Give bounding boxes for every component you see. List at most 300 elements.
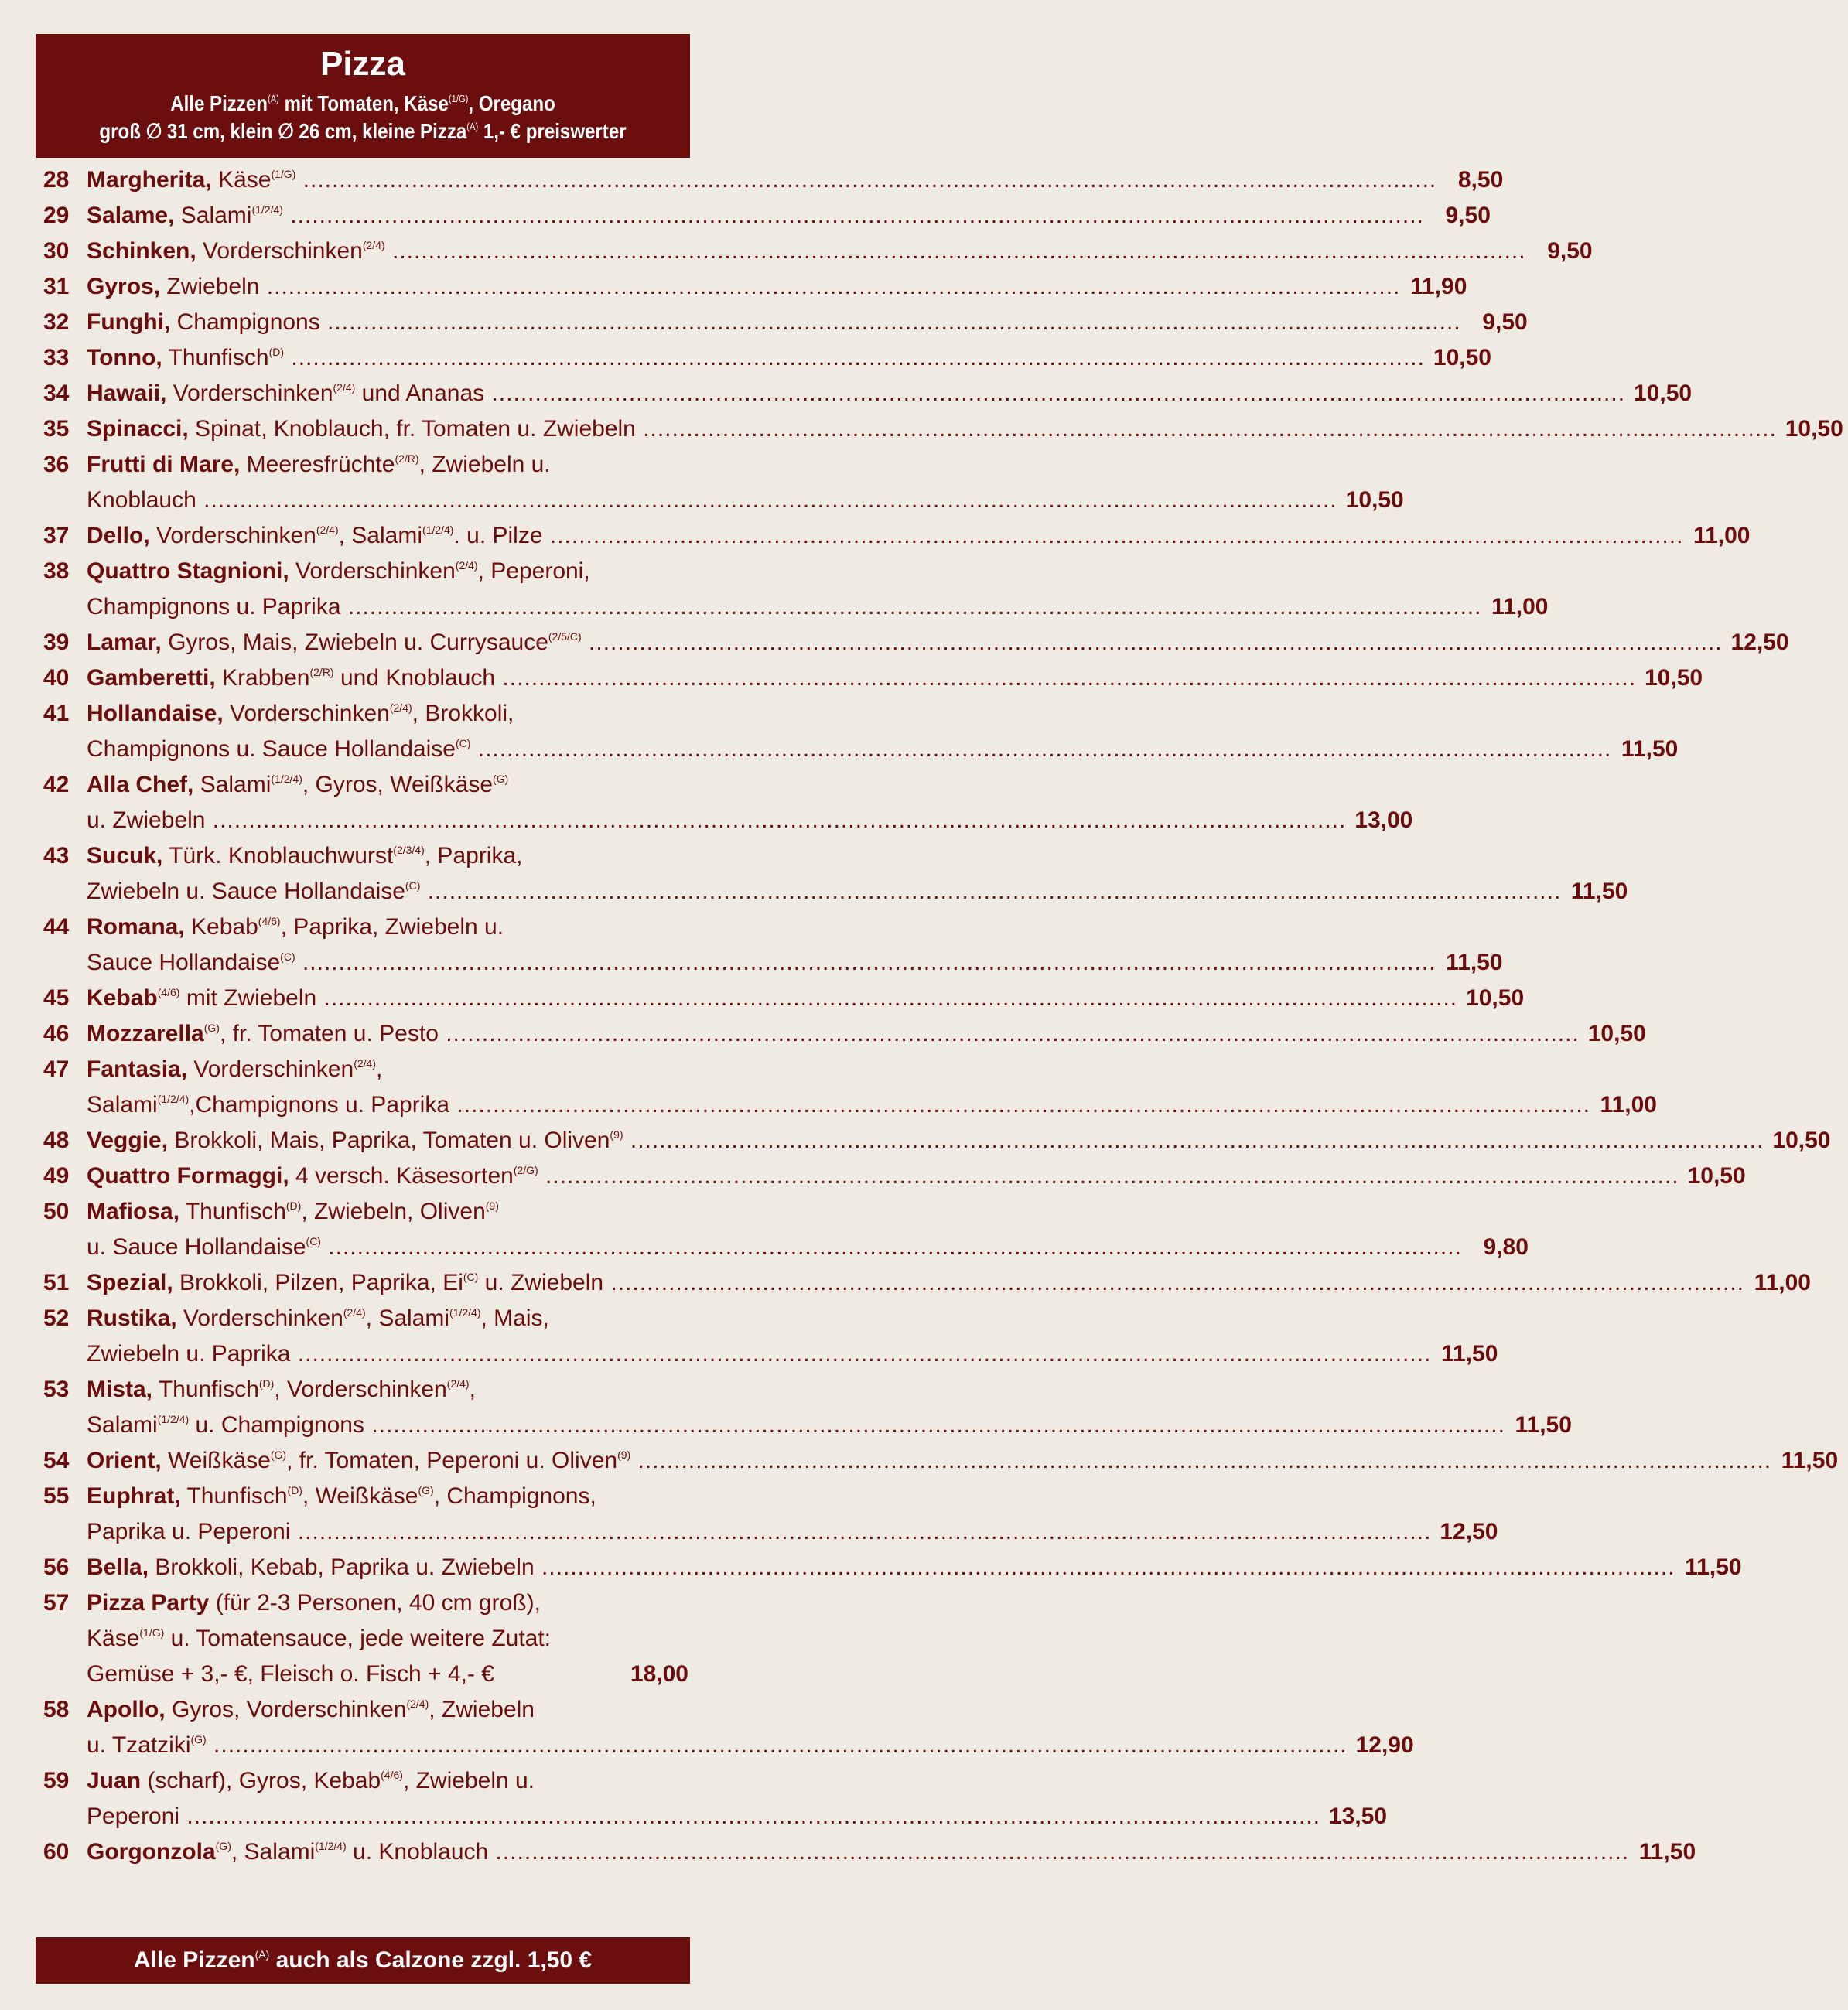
menu-item [43,269,1467,305]
allergen-code: (1/2/4) [271,773,302,785]
description-line [87,305,1461,340]
description-line [87,660,1636,696]
item-description [87,447,1337,518]
description-line [87,803,1346,838]
description-line [87,838,1561,874]
ingredients-text: Champignons [170,309,320,335]
allergen-code: (D) [268,346,285,358]
ingredients-text: Türk. Knoblauchwurst [162,843,394,868]
item-price: 11,50 [1781,1448,1839,1473]
item-description [87,1479,1431,1550]
ingredients-text: , Zwiebeln u. [418,452,551,477]
description-line [87,411,1777,447]
item-number: 32 [43,309,70,335]
description-line [87,1585,622,1621]
pizza-name: Pizza Party [87,1590,210,1616]
allergen-code: (2/4) [362,239,385,251]
allergen-code: (C) [405,879,421,892]
menu-item [43,198,1491,234]
menu-item [43,1585,693,1692]
description-line [87,1728,1348,1763]
allergen-code: (1/2/4) [157,1413,190,1425]
ingredients-text: , Gyros, Weißkäse [302,772,494,797]
pizza-name: Bella, [87,1554,149,1580]
description-line [87,447,1337,483]
ingredients-text: Vorderschinken [223,701,390,726]
item-description [87,1194,1462,1265]
description-line [87,625,1723,660]
item-description [87,1550,1675,1585]
ingredients-text: , Mais, [480,1305,549,1331]
menu-item [43,1016,1646,1052]
allergen-code: (2/5/C) [548,630,582,643]
ingredients-text: , [376,1056,383,1082]
description-line [87,767,1346,803]
item-number: 35 [43,416,70,442]
allergen-code: (1/G) [271,168,296,180]
pizza-name: Euphrat, [87,1483,181,1509]
item-number: 31 [43,274,70,299]
ingredients-text: , Zwiebeln, Oliven [301,1199,486,1224]
ingredients-text: , Salami [365,1305,450,1331]
item-description [87,1372,1505,1443]
allergen-code: (2/4) [389,701,412,714]
item-description [87,1585,622,1692]
item-number: 33 [43,345,70,370]
item-price: 11,00 [1693,523,1751,548]
header-subtitle-sizes: groß ∅ 31 cm, klein ∅ 26 cm, kleine Pizza$^{(A)}$ 1,- € preiswerter [99,119,627,143]
pizza-name: Spezial, [87,1270,173,1295]
ingredients-text: Salami [87,1092,158,1118]
item-description [87,305,1461,340]
item-number: 28 [43,167,70,193]
item-price: 11,00 [1600,1092,1657,1118]
item-price: 9,50 [1482,309,1528,335]
item-price: 11,90 [1409,274,1467,299]
ingredients-text: und Knoblauch [333,665,496,691]
item-description [87,1123,1764,1159]
ingredients-text: Thunfisch [180,1483,288,1509]
item-price: 11,50 [1638,1839,1696,1865]
ingredients-text: , fr. Tomaten u. Pesto [219,1021,439,1046]
menu-item [43,1372,1572,1443]
allergen-code: (D) [287,1484,302,1496]
ingredients-text: u. Tomatensauce, jede weitere Zutat: [164,1626,552,1651]
ingredients-text: Käse [211,167,272,193]
description-line [87,732,1611,767]
menu-item [43,981,1525,1016]
item-number: 55 [43,1483,70,1509]
ingredients-text: Thunfisch [152,1377,259,1402]
item-price: 12,90 [1355,1732,1414,1758]
allergen-code: (4/6) [258,915,281,927]
item-number: 56 [43,1554,70,1580]
description-line [87,518,1683,554]
allergen-code: (C) [280,950,295,963]
item-number: 51 [43,1270,70,1295]
allergen-code: (1/2/4) [422,524,454,536]
menu-title: Pizza [319,45,406,83]
ingredients-text: u. Zwiebeln [87,807,206,833]
description-line [87,1159,1679,1194]
allergen-code: (1/2/4) [251,203,283,216]
item-number: 48 [43,1128,70,1153]
allergen-code: (2/G) [513,1164,538,1176]
ingredients-text: Gemüse + 3,- €, Fleisch o. Fisch + 4,- € [87,1661,494,1687]
pizza-name: Salame, [87,203,175,228]
menu-item [43,411,1843,447]
item-price: 10,50 [1587,1021,1646,1046]
pizza-name: Apollo, [87,1697,166,1722]
item-number: 45 [43,985,70,1011]
pizza-name: Rustika, [87,1305,177,1331]
pizza-name: Hollandaise, [87,701,224,726]
menu-item [43,767,1413,838]
ingredients-text: Paprika u. Peperoni [87,1519,291,1544]
ingredients-text: Knoblauch [87,487,196,513]
item-description [87,660,1636,696]
allergen-code: (2/4) [333,381,356,394]
ingredients-text: , Paprika, [424,843,523,868]
ingredients-text: und Ananas [355,381,485,406]
menu-item [43,1763,1388,1834]
menu-item [43,1159,1746,1194]
allergen-code: (G) [203,1022,220,1034]
allergen-code: (9) [610,1128,623,1141]
item-number: 47 [43,1056,70,1082]
item-number: 46 [43,1021,70,1046]
item-price: 10,50 [1466,985,1525,1011]
pizza-name: Alla Chef, [87,772,194,797]
ingredients-text: . u. Pilze [453,523,543,548]
pizza-name: Kebab [87,985,158,1011]
item-price: 18,00 [630,1661,688,1687]
pizza-name: Gyros, [87,274,161,299]
pizza-name: Quattro Stagnioni, [87,558,289,584]
menu-item [43,305,1528,340]
pizza-name: Gorgonzola [87,1839,216,1865]
menu-item [43,1443,1839,1479]
item-number: 49 [43,1163,70,1189]
pizza-name: Romana, [87,914,185,940]
ingredients-text: Brokkoli, Mais, Paprika, Tomaten u. Oliven [168,1128,610,1153]
ingredients-text: Zwiebeln [160,274,260,299]
ingredients-text: ,Champignons u. Paprika [189,1092,450,1118]
item-price: 11,50 [1685,1554,1742,1580]
calzone-note: Alle Pizzen$^{(A)}$ auch als Calzone zzgl. 1,50 € [36,1937,690,1984]
pizza-name: Sucuk, [87,843,163,868]
menu-item [43,376,1693,411]
ingredients-text: (für 2-3 Personen, 40 cm groß), [209,1590,541,1616]
item-description [87,696,1611,767]
item-number: 57 [43,1590,70,1616]
item-number: 60 [43,1839,70,1865]
pizza-menu-list [43,162,1843,1870]
item-description [87,234,1526,269]
allergen-code: (2/4) [354,1057,376,1070]
ingredients-text: Kebab [184,914,258,940]
item-price: 10,50 [1433,345,1491,370]
allergen-code: (1/2/4) [449,1306,481,1319]
item-description [87,1443,1771,1479]
item-price: 11,50 [1446,950,1503,975]
item-number: 59 [43,1768,70,1793]
pizza-name: Mafiosa, [87,1199,180,1224]
item-description [87,554,1481,625]
ingredients-text: Salami [174,203,252,228]
ingredients-text: Vorderschinken [166,381,333,406]
allergen-code: (1/2/4) [157,1093,190,1105]
item-number: 37 [43,523,70,548]
menu-item [43,625,1789,660]
item-number: 29 [43,203,70,228]
pizza-name: Mista, [87,1377,153,1402]
ingredients-text: Sauce Hollandaise [87,950,281,975]
item-number: 44 [43,914,70,940]
ingredients-text: , [469,1377,476,1402]
ingredients-text: Peperoni [87,1804,180,1829]
description-line [87,1408,1505,1443]
ingredients-text: , Champignons, [433,1483,596,1509]
description-line [87,981,1457,1016]
pizza-name: Mozzarella [87,1021,204,1046]
allergen-code: (G) [493,773,509,785]
ingredients-text: u. Knoblauch [346,1839,489,1865]
menu-item [43,518,1751,554]
item-number: 43 [43,843,70,868]
allergen-code: (C) [463,1271,479,1283]
description-line [87,376,1625,411]
pizza-name: Fantasia, [87,1056,188,1082]
menu-item [43,340,1491,376]
header-subtitle-ingredients: Alle Pizzen$^{(A)}$ mit Tomaten, Käse$^{(1/G)}$, Oregano [170,91,555,115]
ingredients-text: , Paprika, Zwiebeln u. [280,914,504,940]
ingredients-text: , Brokkoli, [412,701,514,726]
item-description [87,625,1723,660]
ingredients-text: u. Champignons [189,1412,364,1438]
item-number: 54 [43,1448,70,1473]
item-description [87,376,1625,411]
menu-item [43,1301,1498,1372]
ingredients-text: , Zwiebeln u. [402,1768,535,1793]
allergen-code: (2/4) [455,559,478,572]
item-description [87,198,1424,234]
ingredients-text: , Weißkäse [302,1483,418,1509]
description-line [87,1479,1431,1514]
description-line [87,1692,1348,1728]
description-line [87,1550,1675,1585]
item-price: 11,00 [1754,1270,1811,1295]
ingredients-text: Brokkoli, Pilzen, Paprika, Ei [173,1270,463,1295]
ingredients-text: Brokkoli, Kebab, Paprika u. Zwiebeln [149,1554,535,1580]
allergen-code: (2/4) [316,524,339,536]
item-description [87,1265,1744,1301]
item-description [87,269,1400,305]
description-line [87,1265,1744,1301]
ingredients-text: (scharf), Gyros, Kebab [141,1768,381,1793]
pizza-name: Orient, [87,1448,162,1473]
item-number: 36 [43,452,70,477]
allergen-code: (1/G) [139,1626,165,1639]
pizza-name: Spinacci, [87,416,189,442]
item-number: 30 [43,238,70,264]
pizza-name: Dello, [87,523,150,548]
ingredients-text: Salami [193,772,272,797]
ingredients-text: Meeresfrüchte [240,452,395,477]
item-number: 38 [43,558,70,584]
ingredients-text: , Peperoni, [477,558,590,584]
allergen-code: (2/4) [406,1698,429,1710]
menu-item [43,1834,1696,1870]
ingredients-text: 4 versch. Käsesorten [289,1163,514,1189]
menu-header [36,34,690,158]
menu-item [43,696,1679,767]
allergen-code: (G) [190,1733,207,1746]
menu-item [43,660,1703,696]
ingredients-text: u. Sauce Hollandaise [87,1234,306,1260]
allergen-code: (G) [418,1484,434,1496]
ingredients-text: Champignons u. Paprika [87,594,341,619]
ingredients-text: Gyros, Vorderschinken [165,1697,407,1722]
pizza-name: Juan [87,1768,142,1793]
item-price: 10,50 [1345,487,1404,513]
pizza-name: Gamberetti, [87,665,216,691]
ingredients-text: Thunfisch [162,345,269,370]
allergen-code: (C) [455,737,471,749]
allergen-code: (2/3/4) [393,844,425,856]
allergen-code: (9) [485,1200,499,1212]
description-line [87,696,1611,732]
allergen-code: (D) [285,1200,302,1212]
item-description [87,1763,1320,1834]
description-line [87,1301,1431,1336]
description-line [87,1016,1580,1052]
ingredients-text: , Salami [231,1839,316,1865]
item-description [87,411,1777,447]
ingredients-text: Vorderschinken [196,238,363,264]
menu-item [43,1194,1529,1265]
item-description [87,340,1425,376]
pizza-name: Margherita, [87,167,212,193]
item-price: 10,50 [1687,1163,1746,1189]
ingredients-text: Krabben [215,665,310,691]
pizza-name: Hawaii, [87,381,167,406]
item-price: 9,50 [1445,203,1491,228]
description-line [87,1336,1431,1372]
item-number: 53 [43,1377,70,1402]
ingredients-text: Gyros, Mais, Zwiebeln u. Currysauce [161,630,548,655]
description-line [87,1087,1590,1123]
item-price: 10,50 [1634,381,1693,406]
description-line [87,1799,1320,1834]
ingredients-text: mit Zwiebeln [179,985,317,1011]
item-description [87,909,1436,981]
ingredients-text: Spinat, Knoblauch, fr. Tomaten u. Zwiebeln [188,416,636,442]
menu-item [43,447,1404,518]
description-line [87,483,1337,518]
item-description [87,981,1457,1016]
pizza-name: Tonno, [87,345,162,370]
menu-item [43,1479,1498,1550]
ingredients-text: Salami [87,1412,158,1438]
ingredients-text: , Vorderschinken [274,1377,447,1402]
description-line [87,1621,622,1657]
description-line [87,1230,1462,1265]
item-price: 11,50 [1440,1341,1498,1367]
description-line [87,1123,1764,1159]
item-number: 34 [43,381,70,406]
ingredients-text: Vorderschinken [176,1305,343,1331]
item-description [87,838,1561,909]
item-price: 12,50 [1440,1519,1498,1544]
item-number: 39 [43,630,70,655]
allergen-code: (1/2/4) [315,1840,347,1852]
item-price: 9,80 [1483,1234,1529,1260]
ingredients-text: Vorderschinken [289,558,456,584]
menu-item [43,234,1593,269]
menu-item [43,1265,1811,1301]
description-line [87,1372,1505,1408]
item-description [87,162,1436,198]
menu-item [43,1550,1742,1585]
ingredients-text: , Zwiebeln [429,1697,535,1722]
description-line [87,1443,1771,1479]
allergen-code: (2/R) [395,452,419,465]
ingredients-text: Weißkäse [161,1448,271,1473]
description-line [87,1834,1629,1870]
description-line [87,945,1436,981]
ingredients-text: Vorderschinken [187,1056,354,1082]
menu-item [43,1123,1831,1159]
item-price: 9,50 [1547,238,1593,264]
description-line [87,874,1561,909]
ingredients-text: Vorderschinken [149,523,316,548]
description-line [87,1763,1320,1799]
item-price: 11,00 [1491,594,1549,619]
ingredients-text: Zwiebeln u. Paprika [87,1341,291,1367]
item-number: 41 [43,701,70,726]
item-price: 13,50 [1328,1804,1388,1829]
item-number: 50 [43,1199,70,1224]
description-line [87,234,1526,269]
menu-item [43,1052,1657,1123]
description-line [87,269,1400,305]
pizza-name: Quattro Formaggi, [87,1163,289,1189]
pizza-name: Lamar, [87,630,162,655]
description-line [87,1657,622,1692]
item-number: 42 [43,772,70,797]
allergen-code: (2/4) [343,1306,366,1319]
description-line [87,554,1481,589]
allergen-code: (G) [215,1840,231,1852]
pizza-name: Funghi, [87,309,171,335]
description-line [87,1194,1462,1230]
allergen-code: (C) [306,1235,321,1247]
ingredients-text: Champignons u. Sauce Hollandaise [87,736,456,762]
item-price: 11,50 [1515,1412,1572,1438]
item-price: 10,50 [1644,665,1703,691]
pizza-name: Veggie, [87,1128,169,1153]
item-description [87,1834,1629,1870]
allergen-code: (2/4) [446,1377,470,1390]
item-description [87,1692,1348,1763]
description-line [87,1052,1590,1087]
allergen-code: (4/6) [381,1769,403,1781]
menu-item [43,162,1504,198]
item-number: 52 [43,1305,70,1331]
ingredients-text: Käse [87,1626,140,1651]
item-price: 13,00 [1354,807,1413,833]
